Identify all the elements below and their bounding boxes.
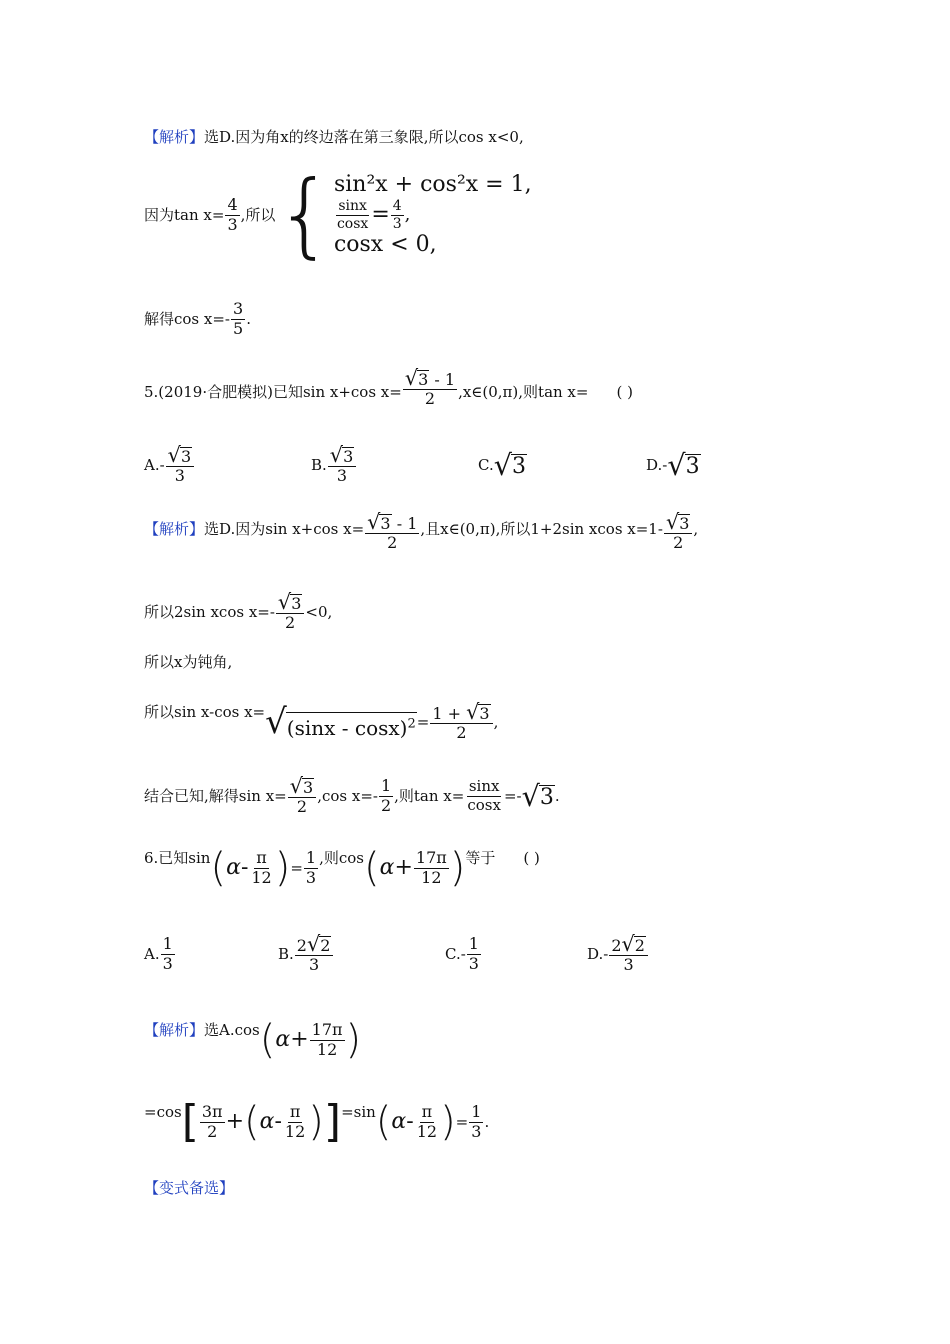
q5-stem: 5.(2019·合肥模拟)已知sin x+cos x= √ 3 - 1 2 ,x∈(0,π),则tan x= ( ) [144, 366, 633, 409]
left-brace: { [275, 161, 334, 268]
q5-option-d[interactable]: D.- √ 3 [646, 447, 700, 482]
q6-option-c[interactable]: C.- $\frac{1}{3}$ [445, 934, 479, 973]
q5-solution-line4: 所以sin x-cos x= √ (sinx - cosx)$^2$ = 1 + √ 3 2 , [144, 699, 499, 742]
q5-solution-line3: 所以x为钝角, [144, 653, 233, 671]
q6-option-d[interactable]: D.- 2 √ 2 3 [587, 928, 649, 980]
q5-option-b[interactable]: B. √ 3 3 [311, 440, 357, 490]
equation-system: sin²x + cos²x = 1, $\frac{\sin x}{\cos x}$ = $\frac{4}{3}$ , cosx < 0, [333, 172, 532, 257]
q5-solution-line1: 【解析】选D.因为sin x+cos x= √ 3 - 1 2 ,且x∈(0,π),所以1+2sin xcos x=1- √ 3 2 , [144, 510, 699, 553]
q4-solution-line1: 【解析】选D.因为角x的终边落在第三象限,所以cos x<0, [144, 128, 524, 146]
q6-solution-line2: =cos [ $\frac{3\pi}{2}$ + ( α - $\frac{\pi}{12}$ ) ] =sin ( α - $\frac{\pi}{12}$ ) = $\frac{1}{3}$ . [144, 1096, 490, 1147]
q4-solution-line3: 解得cos x=- $\frac{3}{5}$ . [144, 299, 251, 338]
variant-section-tag: 【变式备选】 [144, 1179, 235, 1197]
fraction: $\frac{4}{3}$ [227, 195, 238, 234]
q5-solution-line2: 所以2sin xcos x=- √ 3 2 <0, [144, 589, 333, 632]
answer-blank[interactable]: ( ) [523, 849, 540, 867]
q5-option-c[interactable]: C. √ 3 [478, 447, 526, 482]
answer-blank[interactable]: ( ) [616, 383, 633, 401]
solution-tag: 【解析】 [144, 520, 205, 538]
q6-solution-line1: 【解析】选A.cos ( α + $\frac{17\pi}{12}$ ) [144, 1017, 362, 1063]
q6-stem: 6.已知sin ( α - $\frac{\pi}{12}$ ) = $\frac{1}{3}$ ,则cos ( α + $\frac{17\pi}{12}$ ) 等于 ( ) [144, 845, 540, 891]
q4-solution-line2: 因为tan x= $\frac{4}{3}$ ,所以 { sin²x + cos²x = 1, $\frac{\sin x}{\cos x}$ = $\frac{4}{3}$ , cosx < 0, [144, 161, 532, 268]
solution-tag: 【解析】 [144, 128, 205, 146]
q5-option-a[interactable]: A.- √ 3 3 [144, 440, 195, 490]
q6-option-b[interactable]: B. 2 √ 2 3 [278, 928, 334, 980]
solution-tag: 【解析】 [144, 1021, 205, 1039]
q5-solution-line5: 结合已知,解得sin x= √ 3 2 ,cos x=- $\frac{1}{2}$ ,则tan x= $\frac{\sin x}{\cos x}$ =- √ 3 . [144, 773, 560, 816]
q6-option-a[interactable]: A. $\frac{1}{3}$ [144, 934, 173, 973]
